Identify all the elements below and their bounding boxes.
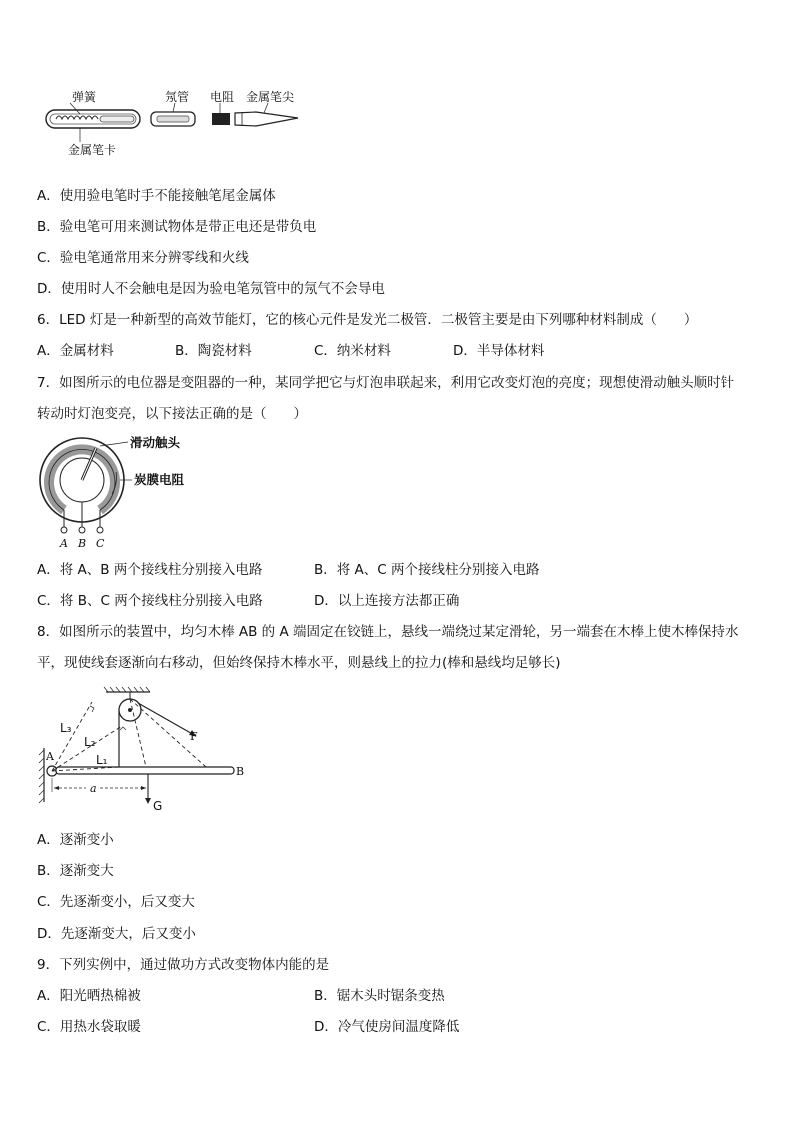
rod-ab	[56, 767, 234, 774]
terminal-a	[61, 527, 67, 533]
q9-option-d: D．冷气使房间温度降低	[314, 1019, 460, 1035]
q6-option-b: B．陶瓷材料	[175, 343, 252, 359]
fig-label-g: G	[153, 799, 163, 813]
fig-label-slider: 滑动触头	[130, 435, 181, 450]
q6-stem: 6．LED 灯是一种新型的高效节能灯，它的核心元件是发光二极管．二极管主要是由下列哪种材料制成（ ）	[37, 312, 698, 328]
q9-option-a: A．阳光晒热棉被	[37, 988, 141, 1004]
q8-stem-line2: 平，现使线套逐渐向右移动，但始终保持木棒水平，则悬线上的拉力(棒和悬线均足够长)	[37, 655, 561, 671]
q7-option-c: C．将 B、C 两个接线柱分别接入电路	[37, 593, 263, 609]
q7-option-b: B．将 A、C 两个接线柱分别接入电路	[314, 562, 540, 578]
fig-label-b: B	[236, 765, 245, 778]
q8-option-b: B．逐渐变大	[37, 863, 114, 879]
fig-label-a-distance: a	[90, 782, 97, 795]
fig-label-a: A	[46, 750, 54, 763]
q9-option-b: B．锯木头时锯条变热	[314, 988, 445, 1004]
fig-label-neon: 氖管	[165, 90, 190, 104]
terminal-label-a: A	[60, 537, 68, 550]
fig-label-l1: L₁	[96, 753, 108, 767]
potentiometer-figure	[36, 432, 206, 552]
terminal-label-c: C	[96, 537, 105, 550]
q7-option-d: D．以上连接方法都正确	[314, 593, 460, 609]
q5-option-b: B．验电笔可用来测试物体是带正电还是带负电	[37, 219, 317, 235]
q7-stem-line1: 7．如图所示的电位器是变阻器的一种，某同学把它与灯泡串联起来，利用它改变灯泡的亮度；现想使滑动触头顺时针	[37, 375, 735, 391]
q8-stem-line1: 8．如图所示的装置中，均匀木棒 AB 的 A 端固定在铰链上，悬线一端绕过某定滑轮，另一端套在木棒上使木棒保持水	[37, 624, 739, 640]
q8-option-c: C．先逐渐变小，后又变大	[37, 894, 195, 910]
q8-option-d: D．先逐渐变大，后又变小	[37, 926, 196, 942]
fig-label-carbon-film: 炭膜电阻	[134, 472, 185, 487]
q7-option-a: A．将 A、B 两个接线柱分别接入电路	[37, 562, 263, 578]
q8-option-a: A．逐渐变小	[37, 832, 114, 848]
q5-option-a: A．使用验电笔时手不能接触笔尾金属体	[37, 188, 276, 204]
q6-option-d: D．半导体材料	[453, 343, 545, 359]
fig-label-spring: 弹簧	[72, 90, 97, 104]
terminal-b	[79, 527, 85, 533]
fig-label-resistor: 电阻	[210, 90, 235, 104]
q5-option-d: D．使用时人不会触电是因为验电笔氖管中的氖气不会导电	[37, 281, 385, 297]
fig-label-tip: 金属笔尖	[246, 90, 295, 104]
q9-stem: 9．下列实例中，通过做功方式改变物体内能的是	[37, 957, 330, 973]
terminal-c	[97, 527, 103, 533]
fig-label-l2: L₂	[84, 735, 96, 749]
fig-label-f: F	[190, 730, 198, 743]
q7-stem-line2: 转动时灯泡变亮，以下接法正确的是（ ）	[37, 406, 307, 422]
lever-pulley-figure	[38, 686, 253, 814]
fig-label-l3: L₃	[60, 721, 72, 735]
fig-label-clip: 金属笔卡	[68, 143, 117, 157]
test-pen-figure	[40, 86, 310, 161]
q6-option-a: A．金属材料	[37, 343, 114, 359]
q9-option-c: C．用热水袋取暖	[37, 1019, 141, 1035]
terminal-label-b: B	[78, 537, 87, 550]
metal-tip	[235, 112, 298, 126]
resistor-block	[212, 113, 230, 125]
q5-option-c: C．验电笔通常用来分辨零线和火线	[37, 250, 249, 266]
q6-option-c: C．纳米材料	[314, 343, 391, 359]
